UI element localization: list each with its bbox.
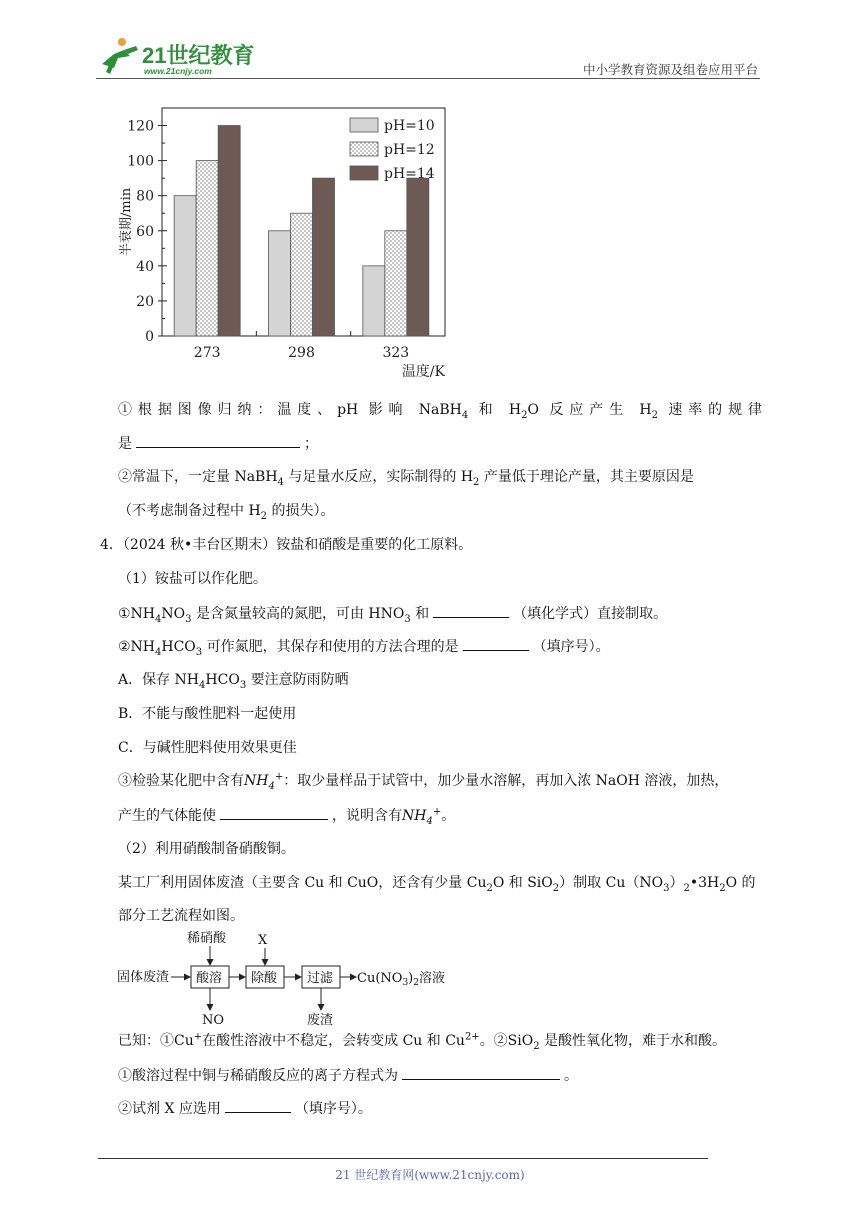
q4-part1-item3-line1: ③检验某化肥中含有$NH_4^+$：取少量样品于试管中，加少量水溶解，再加入浓 NaOH 溶液，加热， xyxy=(118,771,729,792)
footer-text: 21 世纪教育网(www.21cnjy.com) xyxy=(335,1168,525,1182)
x-tick-label: 298 xyxy=(288,345,315,361)
answer-blank[interactable] xyxy=(463,636,529,651)
y-tick-label: 20 xyxy=(136,293,154,310)
site-logo xyxy=(96,36,266,78)
x-tick-label: 273 xyxy=(193,345,221,361)
q4-part2-item2: ②试剂 X 应选用 （填序号）。 xyxy=(118,1098,372,1119)
legend-label: pH=14 xyxy=(384,166,435,182)
answer-blank[interactable] xyxy=(402,1065,560,1080)
q4-part1-item3-line2: 产生的气体能使 ，说明含有$NH_4^+$。 xyxy=(118,806,456,827)
q3-item2-line1: ②常温下，一定量 NaBH$_4$ 与足量水反应，实际制得的 $H_2$ 产量低于理论产量，其主要原因是 xyxy=(118,469,694,488)
known-info: 已知：①Cu+在酸性溶液中不稳定，会转变成 Cu 和 $Cu^{2+}$。②SiO$_2$ 是酸性氧化物，难于水和酸。 xyxy=(118,1031,727,1052)
header-divider xyxy=(96,78,760,79)
option-b: B．不能与酸性肥料一起使用 xyxy=(118,706,297,722)
q3-item1-line2: 是 ； xyxy=(118,433,318,454)
q4-part2-line1: 某工厂利用固体废渣（主要含 Cu 和 CuO，还含有少量 $Cu_2O$ 和 SiO$_2$）制取 $Cu(NO_3)_2•3H_2O$ 的 xyxy=(118,875,756,894)
bar xyxy=(196,161,218,336)
bar xyxy=(313,178,335,336)
step-acid-dissolve: 酸溶 xyxy=(196,971,223,986)
bar xyxy=(269,231,291,336)
q4-stem: 4．（2024 秋•丰台区期末）铵盐和硝酸是重要的化工原料。 xyxy=(100,537,473,553)
half-life-bar-chart xyxy=(110,100,455,385)
answer-blank[interactable] xyxy=(220,805,328,820)
process-flow-diagram xyxy=(115,928,450,1028)
reagent-x: X xyxy=(258,933,268,948)
legend-label: pH=12 xyxy=(384,142,435,158)
legend-label: pH=10 xyxy=(384,118,435,134)
legend-swatch xyxy=(350,142,378,156)
answer-blank[interactable] xyxy=(136,433,300,448)
bar xyxy=(291,213,313,336)
q4-part1-item2: $②NH_4HCO_3$ 可作氮肥，其保存和使用的方法合理的是 （填序号）。 xyxy=(118,636,610,657)
legend-swatch xyxy=(350,166,378,180)
step-filter: 过滤 xyxy=(307,971,334,986)
svg-text:21世纪教育: 21世纪教育 xyxy=(142,43,255,68)
bar xyxy=(407,178,429,336)
q4-part2-item1: ①酸溶过程中铜与稀硝酸反应的离子方程式为 。 xyxy=(118,1065,578,1086)
y-tick-label: 60 xyxy=(136,223,154,240)
output-residue: 废渣 xyxy=(307,1013,334,1028)
q4-part2-line2: 部分工艺流程如图。 xyxy=(118,908,244,924)
answer-blank[interactable] xyxy=(225,1098,291,1113)
y-tick-label: 120 xyxy=(127,118,154,135)
legend-swatch xyxy=(350,118,378,132)
y-tick-label: 80 xyxy=(136,188,154,205)
q3-item2-line2: （不考虑制备过程中 $H_2$ 的损失）。 xyxy=(118,503,335,522)
q4-part2-title: （2）利用硝酸制备硝酸铜。 xyxy=(118,841,295,857)
answer-blank[interactable] xyxy=(433,603,509,618)
y-tick-label: 40 xyxy=(136,258,154,275)
footer-divider xyxy=(98,1158,708,1159)
y-tick-label: 100 xyxy=(127,153,154,170)
option-c: C．与碱性肥料使用效果更佳 xyxy=(118,740,297,756)
bar xyxy=(363,266,385,336)
runner-icon xyxy=(102,38,138,74)
svg-text:www.21cnjy.com: www.21cnjy.com xyxy=(144,66,212,76)
bar xyxy=(174,196,196,336)
step-remove-acid: 除酸 xyxy=(251,971,278,986)
input-nitric-acid: 稀硝酸 xyxy=(187,931,227,946)
y-axis-label: 半衰期/min xyxy=(119,187,134,257)
q4-part1-item1: $①NH_4NO_3$ 是含氮量较高的氮肥，可由 $HNO_3$ 和 （填化学式）直接制取。 xyxy=(118,603,667,624)
option-a: A．保存 $NH_4HCO_3$ 要注意防雨防晒 xyxy=(118,672,349,691)
q4-part1-title: （1）铵盐可以作化肥。 xyxy=(118,571,267,587)
platform-name: 中小学教育资源及组卷应用平台 xyxy=(582,62,758,77)
output-no: NO xyxy=(202,1013,225,1028)
bar xyxy=(385,231,407,336)
x-axis-label: 温度/K xyxy=(401,364,445,380)
product-label: $Cu(NO_3)_2$溶液 xyxy=(357,971,445,988)
bar xyxy=(218,126,240,336)
y-tick-label: 0 xyxy=(145,329,154,345)
start-solid-waste: 固体废渣 xyxy=(117,970,170,985)
x-tick-label: 323 xyxy=(382,345,410,361)
q3-item1-line1: ①根据图像归纳：温度、pH 影响 NaBH$_4$ 和 $H_2O$ 反应产生 $H_2$ 速率的规律 xyxy=(118,402,763,421)
